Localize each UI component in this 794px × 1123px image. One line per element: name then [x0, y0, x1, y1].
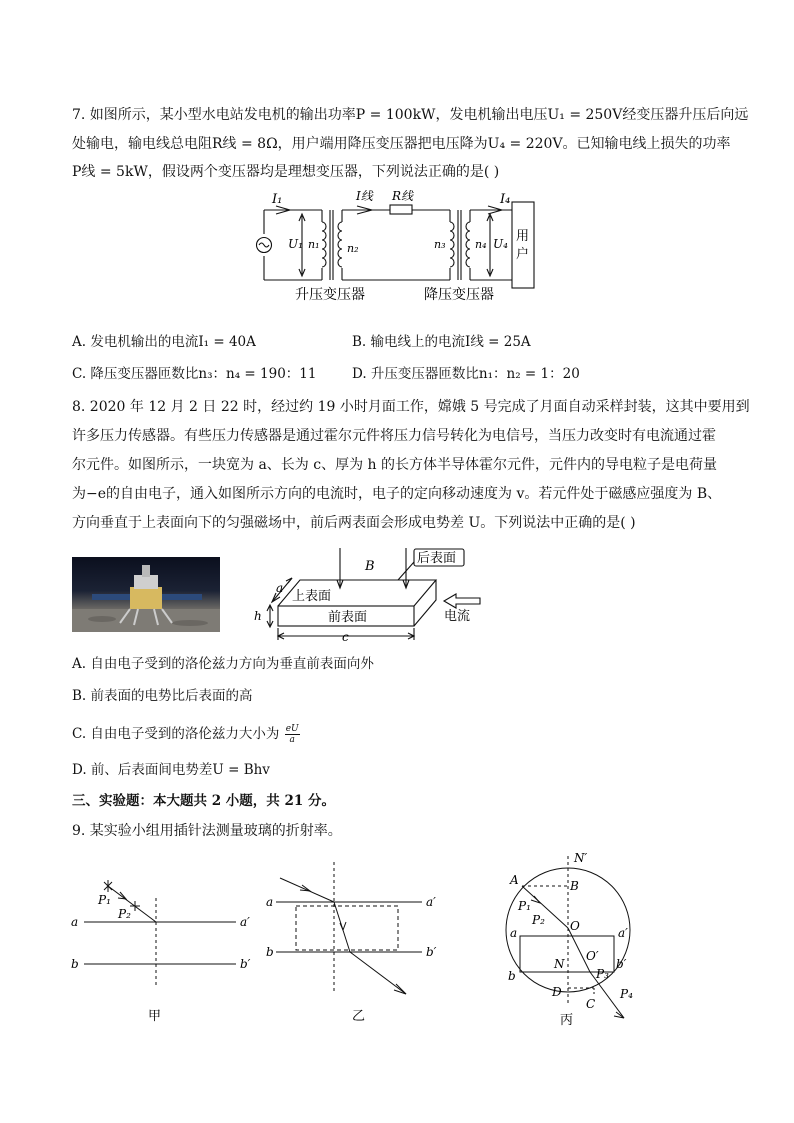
q9-line1: 9. 某实验小组用插针法测量玻璃的折射率。 [72, 823, 342, 839]
q7-line1: 7. 如图所示，某小型水电站发电机的输出功率P = 100kW，发电机输出电压U₁ = 250V经变压器升压后向远 [72, 107, 749, 123]
lander-photo [72, 557, 220, 632]
label-user-bottom: 户 [516, 247, 530, 262]
label-a-bing: a [510, 926, 518, 940]
label-n3: n₃ [434, 238, 446, 251]
q7-option-c[interactable]: C. 降压变压器匝数比n₃：n₄ = 190：11 [72, 366, 317, 382]
label-I-line: I线 [356, 189, 373, 203]
q8-option-a[interactable]: A. 自由电子受到的洛伦兹力方向为垂直前表面向外 [72, 656, 374, 672]
label-b2-jia: b′ [240, 957, 251, 971]
label-a-yi: a [266, 895, 274, 909]
label-b2-yi: b′ [426, 945, 437, 959]
fraction-numerator: eU [285, 724, 299, 734]
label-B-bing: B [570, 879, 579, 893]
q8-line1: 8. 2020 年 12 月 2 日 22 时，经过约 19 小时月面工作，嫦娥 5 号完成了月面自动采样封装，这其中要用到 [72, 399, 750, 415]
label-user-top: 用 [516, 229, 530, 244]
label-a-jia: a [71, 915, 79, 929]
label-a2-yi: a′ [426, 895, 436, 909]
label-I1: I₁ [272, 192, 283, 207]
label-a: a [276, 581, 284, 595]
label-top-surface: 上表面 [292, 589, 332, 604]
label-b-jia: b [71, 957, 79, 971]
label-P1-bing: P₁ [518, 899, 531, 913]
label-P4-bing: P₄ [620, 987, 633, 1001]
label-N-bing: N [554, 957, 565, 971]
caption-jia: 甲 [148, 1009, 162, 1024]
fraction-eU-over-a [285, 724, 300, 745]
section-3-heading: 三、实验题：本大题共 2 小题，共 21 分。 [72, 793, 335, 809]
label-U4: U₄ [493, 237, 508, 251]
label-B: B [365, 559, 375, 574]
label-back-surface: 后表面 [417, 551, 457, 566]
label-n1: n₁ [308, 238, 320, 251]
label-P2-bing: P₂ [532, 913, 545, 927]
label-n2: n₂ [347, 242, 359, 255]
label-P2-jia: P₂ [118, 907, 131, 921]
label-a2-jia: a′ [240, 915, 250, 929]
label-P3-bing: P₃ [596, 967, 609, 981]
q8-line5: 方向垂直于上表面向下的匀强磁场中，前后两表面会形成电势差 U。下列说法中正确的是( ) [72, 515, 636, 531]
q8-hall-element-diagram [248, 540, 498, 644]
label-h: h [254, 609, 262, 623]
label-a2-bing: a′ [618, 926, 628, 940]
label-O-bing: O [570, 919, 580, 933]
label-O2-bing: O′ [586, 949, 599, 963]
label-current: 电流 [444, 609, 471, 624]
q8-option-b[interactable]: B. 前表面的电势比后表面的高 [72, 688, 253, 704]
q8-option-c-text: C. 自由电子受到的洛伦兹力大小为 [72, 726, 280, 742]
q9-figure-yi [262, 858, 462, 1028]
q7-option-a[interactable]: A. 发电机输出的电流I₁ = 40A [72, 334, 256, 350]
label-D-bing: D [552, 985, 562, 999]
label-b-yi: b [266, 945, 274, 959]
label-C-bing: C [586, 997, 596, 1011]
q8-option-c[interactable] [72, 722, 300, 746]
q7-line2: 处输电，输电线总电阻R线 = 8Ω，用户端用降压变压器把电压降为U₄ = 220V。已知输电线上损失的功率 [72, 136, 731, 152]
label-n4: n₄ [475, 238, 487, 251]
caption-bing: 丙 [560, 1013, 574, 1028]
q9-figure-jia [64, 858, 264, 1028]
label-N2-bing: N′ [574, 851, 588, 865]
label-b2-bing: b′ [616, 957, 627, 971]
q7-line3: P线 = 5kW，假设两个变压器均是理想变压器，下列说法正确的是( ) [72, 164, 500, 180]
label-c: c [342, 630, 349, 644]
q9-figure-bing [500, 848, 660, 1028]
q8-line3: 尔元件。如图所示，一块宽为 a、长为 c、厚为 h 的长方体半导体霍尔元件，元件内的导电粒子是电荷量 [72, 457, 718, 473]
q8-line4: 为−e的自由电子，通入如图所示方向的电流时，电子的定向移动速度为 v。若元件处于磁感应强度为 B、 [72, 486, 722, 502]
label-step-down: 降压变压器 [424, 287, 494, 303]
label-R-line: R线 [392, 189, 414, 203]
q7-circuit-diagram [250, 186, 540, 304]
q7-option-b[interactable]: B. 输电线上的电流I线 = 25A [352, 334, 531, 350]
fraction-denominator: a [289, 735, 295, 745]
caption-yi: 乙 [352, 1009, 366, 1024]
q7-option-d[interactable]: D. 升压变压器匝数比n₁：n₂ = 1：20 [352, 366, 580, 382]
label-b-bing: b [508, 969, 516, 983]
label-front-surface: 前表面 [328, 610, 368, 625]
label-U1: U₁ [288, 237, 303, 251]
label-A-bing: A [510, 873, 519, 887]
q8-option-d[interactable]: D. 前、后表面间电势差U = Bhv [72, 762, 270, 778]
q8-line2: 许多压力传感器。有些压力传感器是通过霍尔元件将压力信号转化为电信号，当压力改变时有电流通过霍 [72, 428, 716, 444]
label-I4: I₄ [500, 192, 511, 207]
label-step-up: 升压变压器 [295, 287, 365, 303]
label-P1-jia: P₁ [98, 893, 111, 907]
